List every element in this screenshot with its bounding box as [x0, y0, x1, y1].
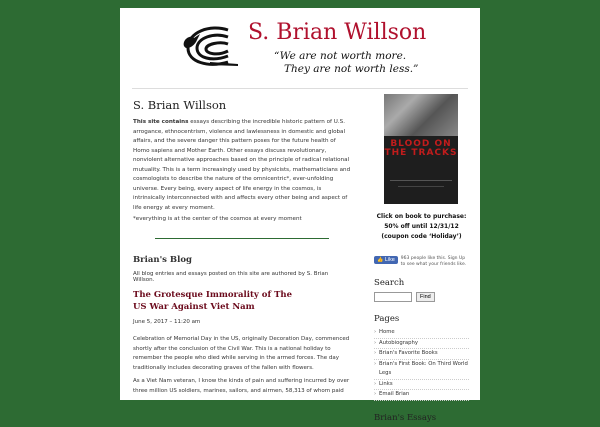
facebook-like-button[interactable] — [374, 256, 398, 264]
find-button[interactable]: Find — [416, 292, 435, 302]
promo-line-3: (coupon code ‘Holiday’) — [381, 233, 462, 240]
page-link-links[interactable]: › Links — [374, 380, 469, 391]
tagline-line-1: “We are not worth more. — [274, 50, 407, 62]
essays-heading: Brian's Essays — [374, 412, 437, 423]
site-title[interactable]: S. Brian Willson — [248, 20, 427, 45]
intro-bold: This site contains — [133, 119, 189, 125]
post-paragraph-1: Celebration of Memorial Day in the US, originally Decoration Day, commenced shortly after the conclusion of the Civil War. This is a national holiday to remember the people who died while serving in the armed forces. The day traditionally includes decorating graves of the fallen with flowers. — [133, 336, 350, 371]
pages-widget — [374, 314, 469, 401]
site-header — [132, 8, 468, 89]
facebook-like-count: 963 people like this. Sign Up to see what your friends like. — [400, 256, 467, 267]
blog-heading: Brian's Blog — [133, 255, 192, 265]
facebook-like-label: Like — [384, 257, 395, 263]
book-cover-line — [390, 180, 452, 181]
intro-paragraph — [133, 118, 351, 213]
thumbs-up-icon: 👍 — [377, 257, 384, 263]
post-date: June 5, 2017 – 11:20 am — [133, 319, 201, 325]
book-cover-line — [398, 186, 444, 187]
post-paragraph-2: As a Viet Nam veteran, I know the kinds of pain and suffering incurred by over three million US soldiers, marines, sailors, and airmen, 58,313 of whom paid — [133, 378, 350, 394]
book-cover-photo — [384, 94, 458, 136]
search-input[interactable] — [374, 292, 412, 302]
post-title-link[interactable]: The Grotesque Immorality of The US War Against Viet Nam — [133, 290, 292, 312]
promo-line-2: 50% off until 12/31/12 — [384, 223, 459, 230]
main-content — [133, 98, 351, 400]
book-promo — [374, 212, 469, 242]
intro-text: essays describing the incredible historic pattern of U.S. arrogance, ethnocentrism, violence and lawlessness in domestic and global affairs, and the severe danger this pattern poses for the future health of Homo sapiens and Mother Earth. Other essays discuss revolutionary, nonviolent alternative approaches based on the principle of radical relational mutuality. This is a term increasingly used by physicists, mathematicians and cosmologists to describe the nature of the omnicentric*, ever-unfolding universe. Every being, every aspect of life energy in the cosmos, is intrinsically interconnected with and affects every other being and aspect of life energy at every moment. — [133, 119, 351, 211]
book-cover-image[interactable] — [384, 94, 458, 204]
page-link-autobiography[interactable]: › Autobiography — [374, 339, 469, 350]
search-row — [374, 292, 469, 302]
search-heading: Search — [374, 278, 405, 288]
blog-description: All blog entries and essays posted on this site are authored by S. Brian Willson. — [133, 271, 329, 283]
pages-list — [374, 328, 469, 401]
search-widget — [374, 278, 469, 302]
facebook-like-widget — [374, 256, 469, 268]
page-link-favorite-books[interactable]: › Brian's Favorite Books — [374, 349, 469, 360]
section-divider — [155, 238, 329, 239]
page-link-first-book[interactable]: › Brian's First Book: On Third World Legs — [374, 360, 469, 380]
tagline-line-2: They are not worth less.” — [284, 63, 419, 75]
page-heading: S. Brian Willson — [133, 98, 227, 112]
page-container — [120, 8, 480, 423]
pages-heading: Pages — [374, 314, 400, 324]
page-link-home[interactable]: › Home — [374, 328, 469, 339]
site-tagline — [274, 50, 418, 76]
promo-line-1: Click on book to purchase: — [376, 213, 467, 220]
dove-logo-icon[interactable] — [180, 22, 242, 70]
sidebar — [374, 94, 469, 427]
page-link-email[interactable]: › Email Brian — [374, 390, 469, 401]
book-cover-title: BLOOD ON THE TRACKS — [384, 139, 458, 158]
intro-footnote: *everything is at the center of the cosmos at every moment — [133, 216, 302, 222]
